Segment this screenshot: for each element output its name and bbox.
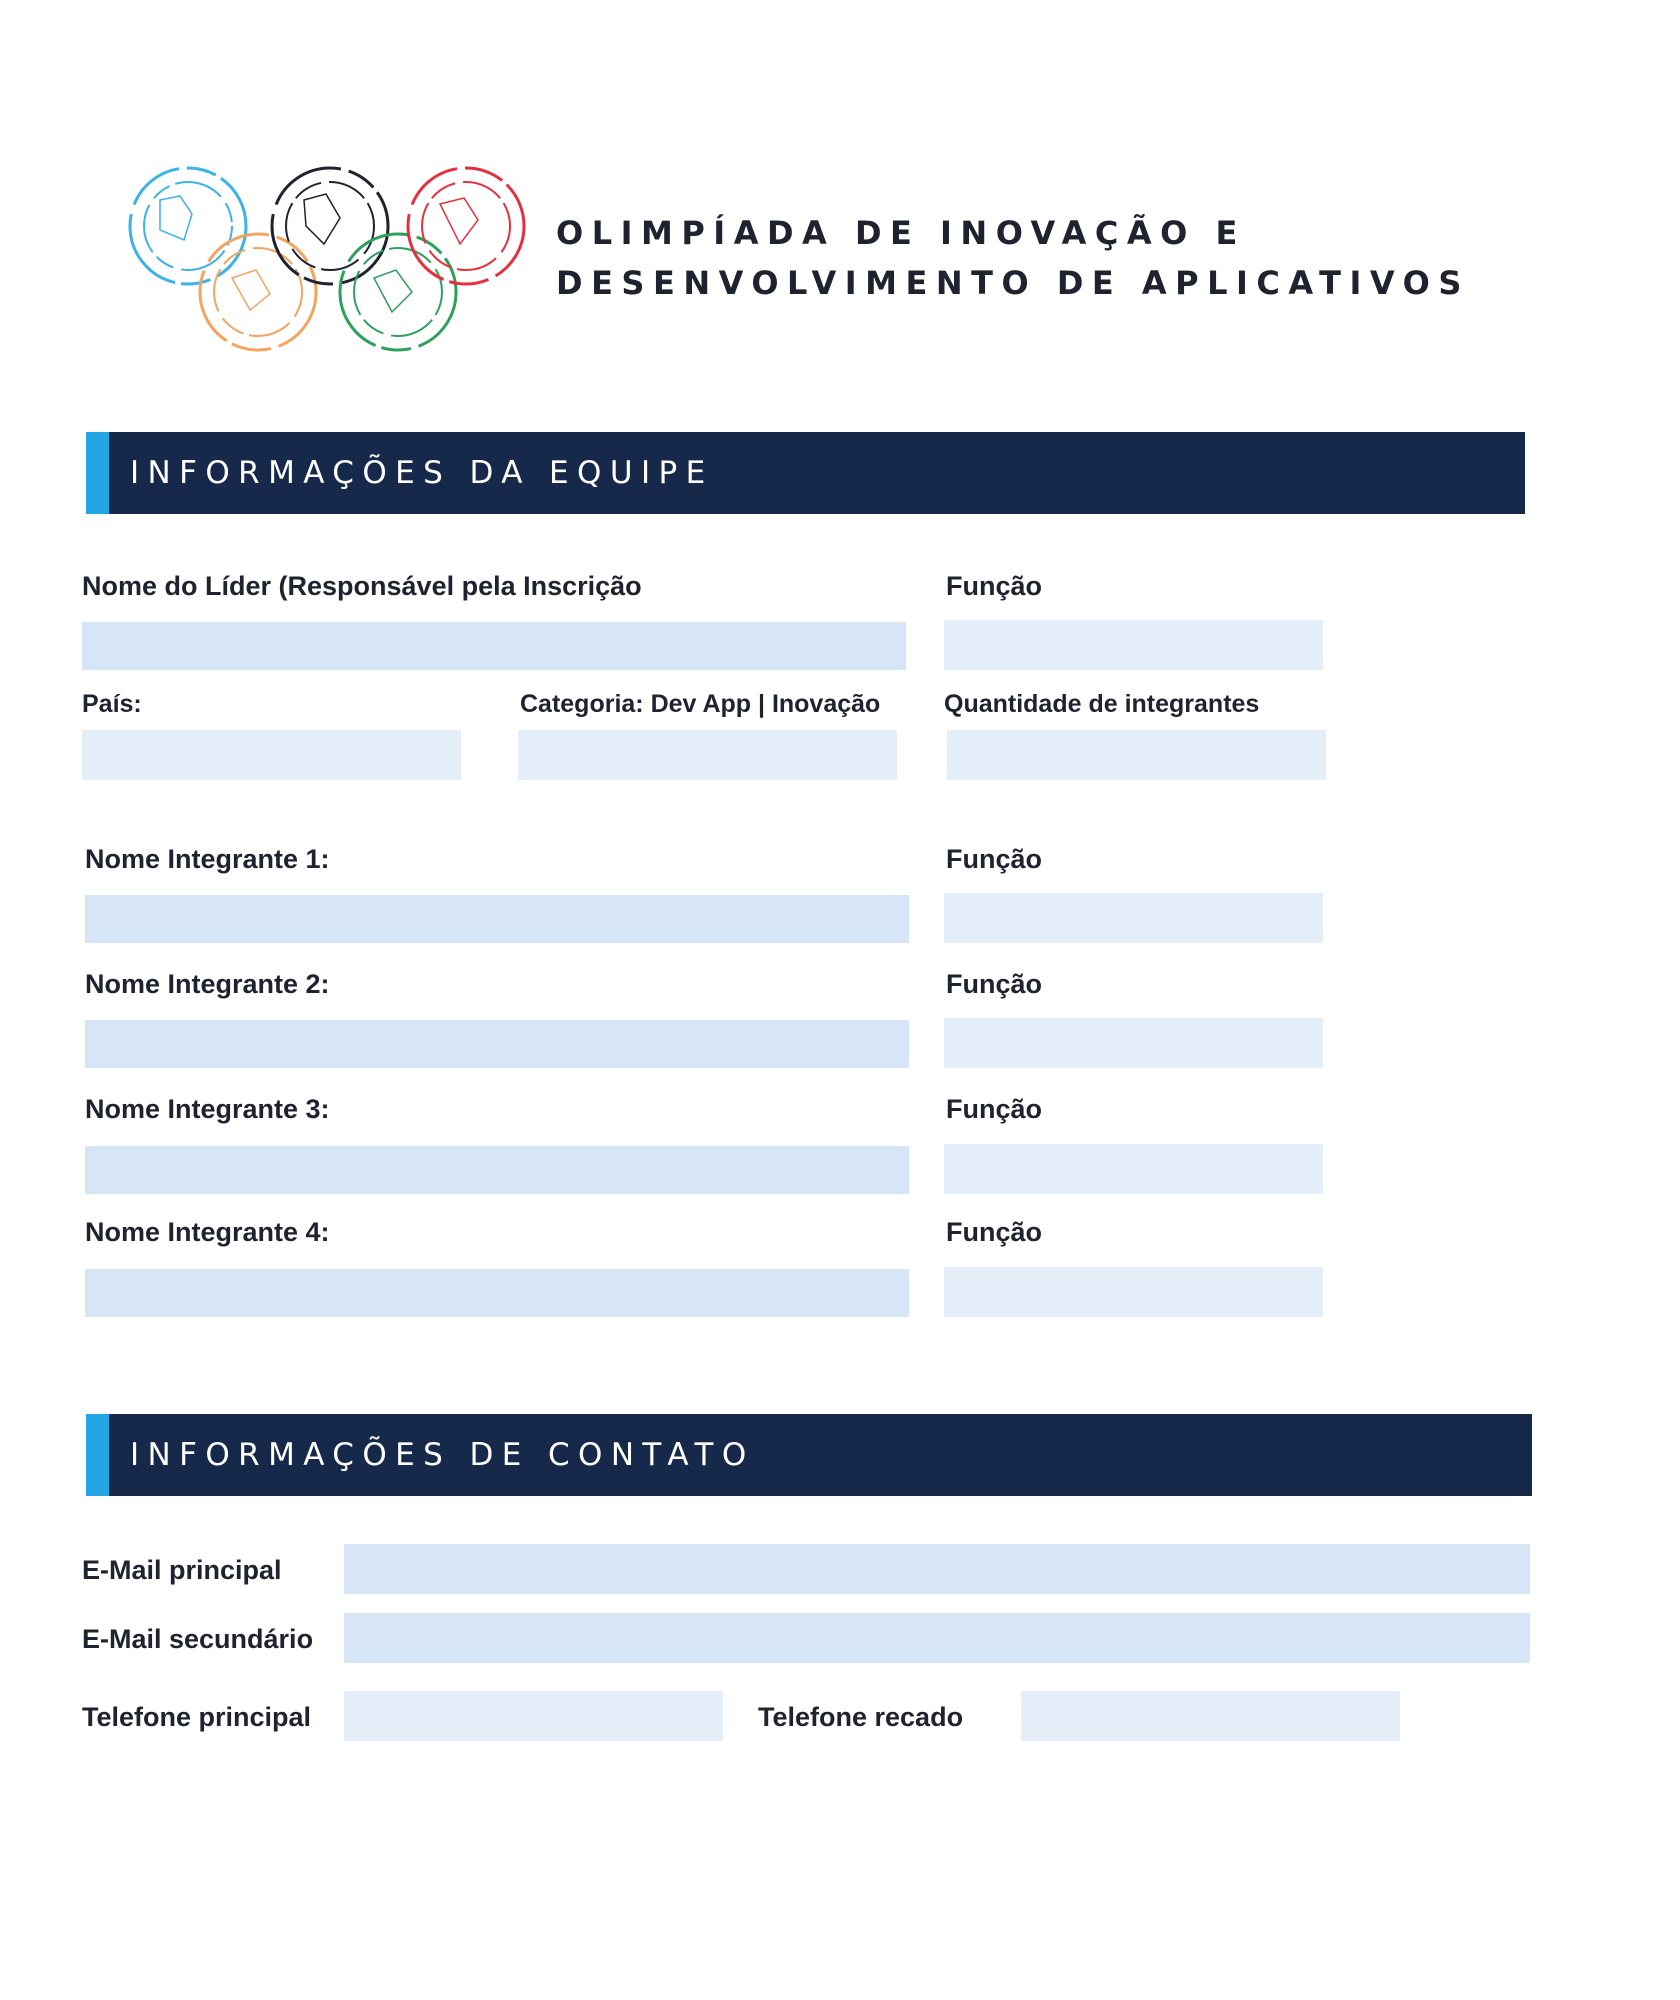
team-section-heading: INFORMAÇÕES DA EQUIPE	[130, 455, 714, 491]
member-1-label: Nome Integrante 1:	[85, 844, 330, 874]
category-label: Categoria: Dev App | Inovação	[520, 690, 881, 718]
leader-role-field[interactable]	[944, 620, 1323, 670]
section-accent-stripe	[86, 1414, 109, 1496]
leader-role-label: Função	[946, 571, 1043, 601]
member-2-name-field[interactable]	[85, 1020, 909, 1068]
page-title-line-1: OLIMPÍADA DE INOVAÇÃO E	[556, 214, 1246, 252]
green-ring-icon	[340, 234, 456, 350]
phone-message-label: Telefone recado	[758, 1702, 964, 1732]
contact-section-heading: INFORMAÇÕES DE CONTATO	[130, 1437, 755, 1473]
member-2-label: Nome Integrante 2:	[85, 969, 330, 999]
black-ring-icon	[272, 168, 388, 284]
member-2-role-field[interactable]	[944, 1018, 1323, 1068]
member-4-name-field[interactable]	[85, 1269, 909, 1317]
contact-section-header	[86, 1414, 1532, 1496]
phone-primary-label: Telefone principal	[82, 1702, 312, 1732]
member-1-role-field[interactable]	[944, 893, 1323, 943]
page-title-line-2: DESENVOLVIMENTO DE APLICATIVOS	[556, 264, 1470, 302]
orange-ring-icon	[200, 234, 316, 350]
page-title	[556, 208, 1470, 308]
members-count-field[interactable]	[947, 730, 1326, 780]
olympic-rings-logo	[120, 160, 540, 360]
email-primary-field[interactable]	[344, 1544, 1530, 1594]
leader-name-field[interactable]	[82, 622, 906, 670]
category-field[interactable]	[518, 730, 897, 780]
member-4-role-label: Função	[946, 1217, 1043, 1247]
member-1-name-field[interactable]	[85, 895, 909, 943]
member-4-label: Nome Integrante 4:	[85, 1217, 330, 1247]
members-count-label: Quantidade de integrantes	[944, 690, 1260, 718]
leader-name-label: Nome do Líder (Responsável pela Inscrição	[82, 571, 642, 601]
blue-ring-icon	[130, 168, 246, 284]
country-label: País:	[82, 690, 142, 718]
email-primary-label: E-Mail principal	[82, 1555, 282, 1585]
red-ring-icon	[408, 168, 524, 284]
country-field[interactable]	[82, 730, 461, 780]
member-3-name-field[interactable]	[85, 1146, 909, 1194]
member-1-role-label: Função	[946, 844, 1043, 874]
member-3-label: Nome Integrante 3:	[85, 1094, 330, 1124]
email-secondary-field[interactable]	[344, 1613, 1530, 1663]
member-3-role-field[interactable]	[944, 1144, 1323, 1194]
phone-primary-field[interactable]	[344, 1691, 723, 1741]
member-2-role-label: Função	[946, 969, 1043, 999]
member-4-role-field[interactable]	[944, 1267, 1323, 1317]
phone-message-field[interactable]	[1021, 1691, 1400, 1741]
member-3-role-label: Função	[946, 1094, 1043, 1124]
email-secondary-label: E-Mail secundário	[82, 1624, 314, 1654]
team-section-header	[86, 432, 1525, 514]
section-accent-stripe	[86, 432, 109, 514]
